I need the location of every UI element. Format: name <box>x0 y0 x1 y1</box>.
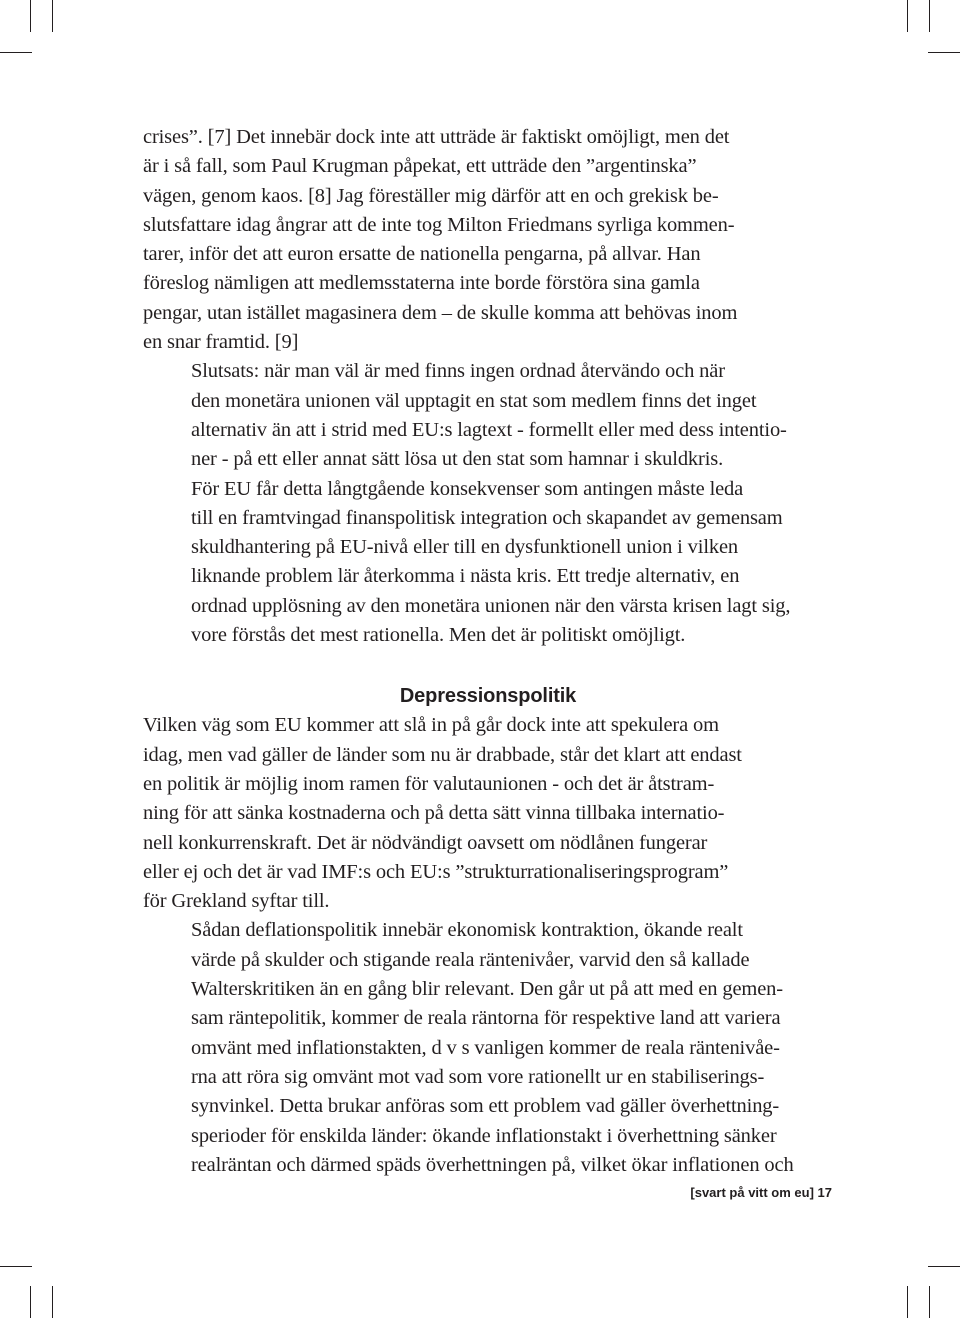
crop-mark-top-right-h <box>928 52 960 53</box>
text-line: vägen, genom kaos. [8] Jag föreställer mig därför att en och grekisk be- <box>143 184 719 207</box>
text-line: värde på skulder och stigande reala räntenivåer, varvid den så kallade <box>191 948 750 971</box>
text-line: nell konkurrenskraft. Det är nödvändigt oavsett om nödlånen fungerar <box>143 831 708 854</box>
page-footer: [svart på vitt om eu] 17 <box>690 1185 832 1200</box>
crop-mark-top-left-v2 <box>52 0 53 32</box>
section-heading: Depressionspolitik <box>399 685 577 708</box>
text-line: idag, men vad gäller de länder som nu är drabbade, står det klart att endast <box>143 743 742 766</box>
text-line: alternativ än att i strid med EU:s lagtext - formellt eller med dess intentio- <box>191 418 787 441</box>
crop-mark-bottom-right-v2 <box>929 1286 930 1318</box>
text-line: omvänt med inflationstakten, d v s vanligen kommer de reala räntenivåe- <box>191 1036 780 1059</box>
text-line: rna att röra sig omvänt mot vad som vore rationellt ur en stabiliserings- <box>191 1065 765 1088</box>
text-line: tarer, inför det att euron ersatte de nationella pengarna, på allvar. Han <box>143 243 701 266</box>
text-line: för Grekland syftar till. <box>143 890 330 913</box>
text-line: Vilken väg som EU kommer att slå in på går dock inte att spekulera om <box>143 714 719 737</box>
section-conclusion <box>143 123 833 650</box>
text-line: ordnad upplösning av den monetära unionen när den värsta krisen lagt sig, <box>191 594 791 617</box>
crop-mark-top-right-v <box>907 0 908 32</box>
paragraph <box>143 357 833 474</box>
section-depression-policy <box>143 711 833 1180</box>
crop-mark-bottom-left-v2 <box>52 1286 53 1318</box>
crop-mark-bottom-left-v <box>30 1286 31 1318</box>
text-line: liknande problem lär återkomma i nästa kris. Ett tredje alternativ, en <box>191 565 740 588</box>
text-line: ning för att sänka kostnaderna och på detta sätt vinna tillbaka internatio- <box>143 802 725 825</box>
crop-mark-top-left-h <box>0 52 32 53</box>
text-line: eller ej och det är vad IMF:s och EU:s ”strukturrationaliseringsprogram” <box>143 860 729 883</box>
crop-mark-top-left-v <box>30 0 31 32</box>
crop-mark-bottom-right-h <box>928 1266 960 1267</box>
text-line: föreslog nämligen att medlemsstaterna inte borde förstöra sina gamla <box>143 272 700 295</box>
paragraph <box>143 916 833 1180</box>
text-line: Slutsats: när man väl är med finns ingen ordnad återvändo och när <box>191 360 725 383</box>
paragraph <box>143 475 833 651</box>
text-line: synvinkel. Detta brukar anföras som ett problem vad gäller överhettning- <box>191 1095 780 1118</box>
text-line: ner - på ett eller annat sätt lösa ut den stat som hamnar i skuldkris. <box>191 448 724 471</box>
crop-mark-bottom-right-v <box>907 1286 908 1318</box>
text-line: För EU får detta långtgående konsekvenser som antingen måste leda <box>191 477 744 500</box>
text-line: crises”. [7] Det innebär dock inte att utträde är faktiskt omöjligt, men det <box>143 126 730 148</box>
text-line: realräntan och därmed späds överhettningen på, vilket ökar inflationen och <box>191 1153 794 1176</box>
crop-mark-top-right-v2 <box>929 0 930 32</box>
text-line: den monetära unionen väl upptagit en stat som medlem finns det inget <box>191 389 757 412</box>
crop-mark-bottom-left-h <box>0 1266 32 1267</box>
text-line: är i så fall, som Paul Krugman påpekat, ett utträde den ”argentinska” <box>143 155 697 178</box>
text-line: slutsfattare idag ångrar att de inte tog Milton Friedmans syrliga kommen- <box>143 213 735 236</box>
text-line: vore förstås det mest rationella. Men det är politiskt omöjligt. <box>191 624 686 647</box>
paragraph <box>143 123 833 357</box>
text-line: en politik är möjlig inom ramen för valutaunionen - och det är åtstram- <box>143 772 715 795</box>
text-line: sperioder för enskilda länder: ökande inflationstakt i överhettning sänker <box>191 1124 777 1147</box>
paragraph <box>143 711 833 916</box>
text-line: en snar framtid. [9] <box>143 331 299 354</box>
text-line: sam räntepolitik, kommer de reala räntorna för respektive land att variera <box>191 1007 781 1030</box>
text-line: Walterskritiken än en gång blir relevant. Den går ut på att med en gemen- <box>191 978 783 1001</box>
article-body <box>143 123 833 1180</box>
text-line: Sådan deflationspolitik innebär ekonomisk kontraktion, ökande realt <box>191 919 743 942</box>
text-line: till en framtvingad finanspolitisk integration och skapandet av gemensam <box>191 506 783 529</box>
text-line: skuldhantering på EU-nivå eller till en dysfunktionell union i vilken <box>191 536 739 559</box>
text-line: pengar, utan istället magasinera dem – de skulle komma att behövas inom <box>143 301 738 324</box>
